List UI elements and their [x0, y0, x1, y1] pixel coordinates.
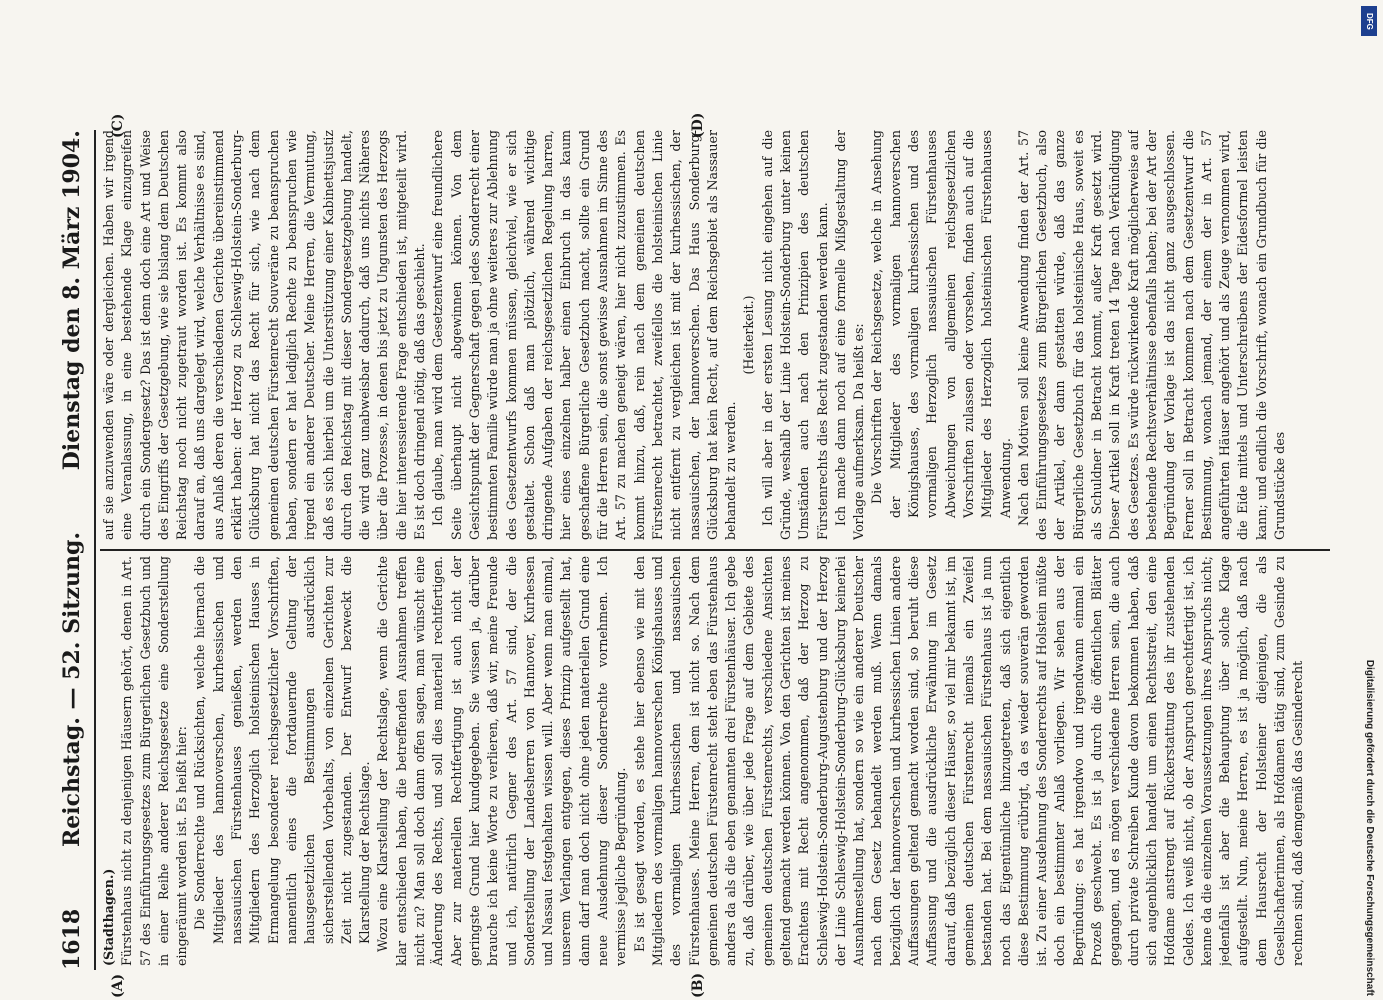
- margin-marker-c: (C): [110, 113, 126, 138]
- paragraph: Ich mache dann noch auf eine formelle Mißgestaltung der Vorlage aufmerksam. Da heißt es:: [832, 130, 867, 540]
- quoted-paragraph: Die Sonderrechte und Rücksichten, welche hiernach die Mitglieder des hannoverschen, kurhessischen und nassauischen Fürstenhauses genießen, werden den Mitgliedern des Herzoglich holsteinischen Hauses in Ermangelung besonderer reichsgesetzlicher Vorschriften, namentlich eines die fortdauernde Geltung der hausgesetzlichen Bestimmungen ausdrücklich sicherstellenden Vorbehalts, von einzelnen Gerichten zur Zeit nicht zugestanden. Der Entwurf bezweckt die Klarstellung der Rechtslage.: [192, 556, 373, 944]
- paragraph: Ich glaube, man wird dem Gesetzentwurf eine freundlichere Seite überhaupt nicht abgewinnen können. Von dem Gesichtspunkt der Gegnerschaft gegen jedes Sonderrecht einer bestimmten Familie würde man ja ohne weiteres zur Ablehnung des Gesetzentwurfs kommen müssen, gleichviel, wie er sich gestaltet. Schon daß man plötzlich, während wichtige dringende Aufgaben der reichsgesetzlichen Regelung harren, hier eines einzelnen halber einen Einbruch in das kaum geschaffene Bürgerliche Gesetzbuch macht, sollte ein Grund für die Herren sein, die sonst gewisse Ausnahmen im Sinne des Art. 57 zu machen geneigt wären, hier nicht zuzustimmen. Es kommt hinzu, daß, rein nach dem gemeinen deutschen Fürstenrecht betrachtet, zweifellos die holsteinischen Linie nicht entfernt zu vergleichen ist mit der kurhessischen, der nassauischen, der hannoverschen. Das Haus Sonderburg-Glücksburg hat kein Recht, auf dem Reichsgebiet als Nassauer behandelt zu werden.: [430, 130, 739, 540]
- dfg-logo: DFG: [1361, 6, 1377, 36]
- paragraph: auf sie anzuwenden wäre oder dergleichen. Haben wir irgend eine Veranlassung, in eine bestehende Klage einzugreifen durch ein Sondergesetz? Das ist denn doch eine Art und Weise des Eingriffs der Gesetzgebung, wie sie bislang dem Deutschen Reichstag noch nicht zugetraut worden ist. Es kommt also darauf an, daß uns dargelegt wird, welche Verhältnisse es sind, aus Anlaß deren die verschiedenen Gerichte übereinstimmend erklärt haben: der Herzog zu Schleswig-Holstein-Sonderburg-Glücksburg hat nicht das Recht für sich, wie nach dem gemeinen deutschen Fürstenrecht Souveräne zu beanspruchen haben, sondern er hat lediglich Rechte zu beanspruchen wie irgend ein anderer Deutscher. Meine Herren, die Vermutung, daß es sich hierbei um die Unterstützung einer Kabinettsjustiz durch den Reichstag mit dieser Sondergesetzgebung handelt, die wird ganz unabweisbar dadurch, daß uns nichts Näheres über die Prozesse, in denen bis jetzt zu Ungunsten des Herzogs die hier interessierende Frage entschieden ist, mitgeteilt wird. Es ist doch dringend nötig, daß das geschieht.: [101, 130, 428, 540]
- speaker-tag: (Stadthagen.): [101, 868, 116, 966]
- quoted-paragraph: Die Vorschriften der Reichsgesetze, welche in Ansehung der Mitglieder des vormaligen hannoverschen Königshauses, des vormaligen kurhessischen und des vormaligen Herzoglich nassauischen Fürstenhauses Abweichungen von allgemeinen reichsgesetzlichen Vorschriften zulassen oder vorsehen, finden auch auf die Mitglieder des Herzoglich holsteinischen Fürstenhauses Anwendung.: [869, 130, 1013, 518]
- interjection: (Heiterkeit.): [741, 295, 757, 375]
- page-number: 1618: [59, 908, 85, 970]
- margin-marker-d: (D): [690, 112, 706, 138]
- right-column: [100, 130, 1330, 540]
- header-rule: [94, 130, 96, 970]
- paragraph: Ich will aber in der ersten Lesung nicht eingehen auf die Gründe, weshalb der Linie Holstein-Sonderburg unter keinen Umständen auch nach den Prinzipien des deutschen Fürstenrechts dies Recht zugestanden werden kann.: [759, 130, 830, 540]
- watermark-text: Digitalisierung gefördert durch die Deutsche Forschungsgemeinschaft: [1364, 659, 1375, 996]
- paragraph: Fürstenhaus nicht zu denjenigen Häusern gehört, denen in Art. 57 des Einführungsgesetzes zum Bürgerlichen Gesetzbuch und in einer Reihe anderer Reichsgesetze eine Sonderstellung eingeräumt worden ist. Es heißt hier:: [119, 556, 190, 966]
- left-column: [100, 556, 1330, 966]
- paragraph: Nach den Motiven soll keine Anwendung finden der Art. 57 des Einführungsgesetzes zum Bürgerlichen Gesetzbuch, also der Artikel, der dann gestatten würde, daß das ganze Bürgerliche Gesetzbuch für das holsteinische Haus, soweit es als Schuldner in Betracht kommt, außer Kraft gesetzt wird. Dieser Artikel soll in Kraft treten 14 Tage nach Verkündigung des Gesetzes. Es würde rückwirkende Kraft möglicherweise auf bestehende Rechtsverhältnisse ebenfalls haben; bei der Art der Begründung der Vorlage ist das nicht ganz ausgeschlossen. Ferner soll in Betracht kommen nach dem Gesetzentwurf die Bestimmung, wonach jemand, der einem der in Art. 57 angeführten Häuser angehört und als Zeuge vernommen wird, die Eide mittels und Unterschreibens der Eidesformel leisten kann; und endlich die Vorschrift, wonach ein Grundbuch für die Grundstücke des: [1015, 130, 1287, 540]
- paragraph: Wozu eine Klarstellung der Rechtslage, wenn die Gerichte klar entschieden haben, die betreffenden Ausnahmen treffen nicht zu? Man soll doch dann offen sagen, man wünscht eine Änderung des Rechts, und soll dies materiell rechtfertigen. Aber zur materiellen Rechtfertigung ist auch nicht der geringste Grund hier kundgegeben. Sie wissen ja, darüber brauche ich keine Worte zu verlieren, daß wir, meine Freunde und ich, natürlich Gegner des Art. 57 sind, der die Sonderstellung der Landesherren von Hannover, Kurhessen und Nassau festgehalten wissen will. Aber wenn man einmal, unserem Verlangen entgegen, dieses Prinzip aufgestellt hat, dann darf man doch nicht ohne jeden materiellen Grund eine neue Ausdehnung dieser Sonderrechte vornehmen. Ich vermisse jegliche Begründung.: [375, 556, 629, 966]
- session-date: Dienstag den 8. März 1904.: [59, 130, 85, 471]
- funding-watermark: [1359, 6, 1379, 996]
- page-header: [52, 130, 92, 970]
- rotated-page: [40, 100, 1350, 1000]
- session-title: Reichstag. — 52. Sitzung.: [59, 531, 85, 848]
- margin-marker-b: (B): [690, 972, 706, 998]
- paragraph: Es ist gesagt worden, es stehe hier ebenso wie mit den Mitgliedern des vormaligen hannoverschen Königshauses und des vormaligen kurhessischen und nassauischen Fürstenhauses. Meine Herren, dem ist nicht so. Nach dem gemeinen deutschen Fürstenrecht steht eben das Fürstenhaus anders da als die eben genannten drei Fürstenhäuser. Ich gebe zu, daß darüber, wie über jede Frage auf dem Gebiete des gemeinen deutschen Fürstenrechts, verschiedene Ansichten geltend gemacht werden können. Von den Gerichten ist meines Erachtens mit Recht angenommen, daß der Herzog zu Schleswig-Holstein-Sonderburg-Augustenburg und der Herzog der Linie Schleswig-Holstein-Sonderburg-Glücksburg keinerlei Ausnahmestellung hat, sondern so wie ein anderer Deutscher nach dem Gesetz behandelt werden muß. Wenn damals bezüglich der hannoverschen und kurhessischen Linien andere Auffassungen geltend gemacht worden sind, so beruht diese Auffassung und die ausdrückliche Erwähnung im Gesetz darauf, daß bezüglich dieser Häuser, so viel mir bekannt ist, im gemeinen deutschen Fürstenrecht niemals ein Zweifel bestanden hat. Bei dem nassauischen Fürstenhaus ist ja nun noch das Eigentümliche hinzugetreten, daß sich eigentlich diese Bestimmung erübrigt, da es wieder souverän geworden ist. Zu einer Ausdehnung des Sonderrechts auf Holstein müßte doch ein bestimmter Anlaß vorliegen. Wir sehen aus der Begründung: es hat irgendwo und irgendwann einmal ein Prozeß geschwebt. Es ist ja durch die öffentlichen Blätter gegangen, und es mögen verschiedene Herren sein, die auch durch private Schreiben Kunde davon bekommen haben, daß sich augenblicklich handelt um einen Rechtsstreit, den eine Hofdame anstrengt auf Rückerstattung des ihr zustehenden Geldes. Ich weiß nicht, ob der Anspruch gerechtfertigt ist, ich kenne da die einzelnen Voraussetzungen ihres Anspruchs nicht; jedenfalls ist aber die Behauptung über solche Klage aufgestellt. Nun, meine Herren, es ist ja möglich, daß nach dem Hausrecht der Holsteiner diejenigen, die als Gesellschafterinnen, als Hofdamen tätig sind, zum Gesinde zu rechnen sind, daß demgemäß das Gesinderecht: [631, 556, 1306, 966]
- margin-marker-a: (A): [110, 973, 126, 998]
- column-divider: [100, 549, 1330, 551]
